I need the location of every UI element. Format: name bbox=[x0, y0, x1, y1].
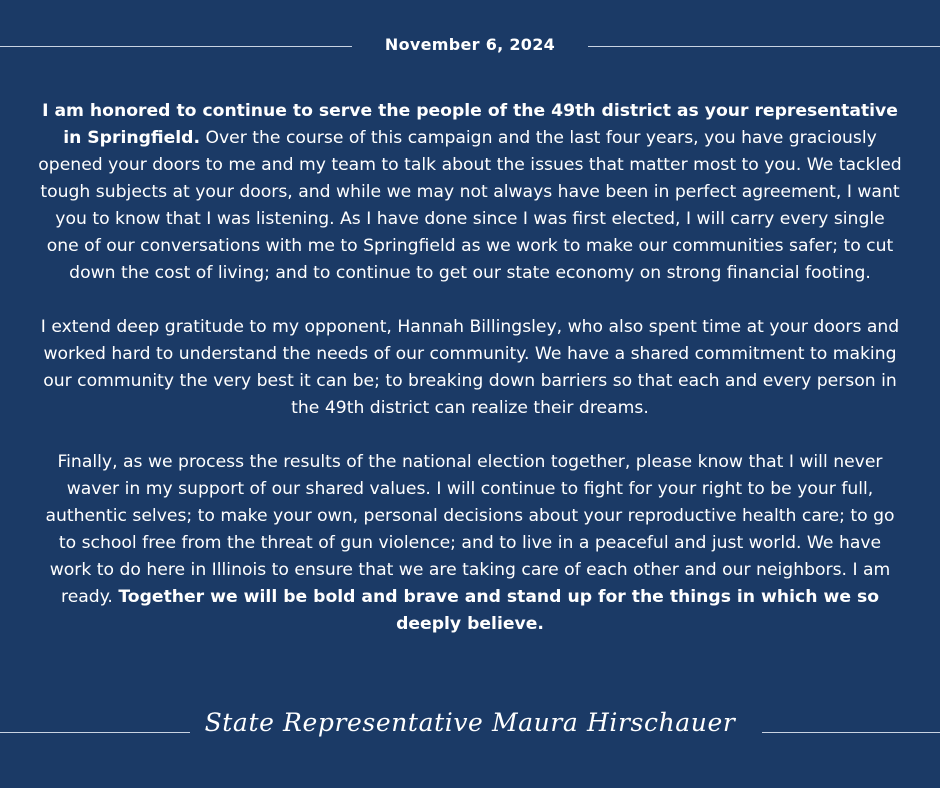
letter-body bbox=[38, 98, 902, 638]
paragraph-2: I extend deep gratitude to my opponent, Hannah Billingsley, who also spent time at your doors and worked hard to understand the needs of our community. We have a shared commitment to making our community the very best it can be; to breaking down barriers so that each and every person in the 49th district can realize their dreams. bbox=[40, 317, 900, 418]
header-rule-right bbox=[588, 46, 940, 47]
paragraph-1-text: Over the course of this campaign and the last four years, you have graciously opened your doors to me and my team to talk about the issues that matter most to you. We tackled tough subjects at your doors, and while we may not always have been in perfect agreement, I want you to know that I was listening. As I have done since I was first elected, I will carry every single one of our conversations with me to Springfield as we work to make our communities safer; to cut down the cost of living; and to continue to get our state economy on strong financial footing. bbox=[38, 128, 902, 283]
letter-date: November 6, 2024 bbox=[384, 35, 556, 54]
paragraph-1-bold-lead: I am honored to continue to serve the people of the 49th district as your representative in Springfield. bbox=[42, 101, 898, 148]
paragraph-3 bbox=[38, 449, 902, 638]
paragraph-1 bbox=[38, 98, 902, 287]
paragraph-3-bold-close: Together we will be bold and brave and stand up for the things in which we so deeply believe. bbox=[118, 587, 879, 634]
footer-rule-right bbox=[762, 732, 940, 733]
paragraph-3-text: Finally, as we process the results of the national election together, please know that I will never waver in my support of our shared values. I will continue to fight for your right to be your full, authentic selves; to make your own, personal decisions about your reproductive health care; to go to school free from the threat of gun violence; and to live in a peaceful and just world. We have work to do here in Illinois to ensure that we are taking care of each other and our neighbors. I am ready. bbox=[45, 452, 895, 607]
signature: State Representative Maura Hirschauer bbox=[204, 708, 736, 737]
